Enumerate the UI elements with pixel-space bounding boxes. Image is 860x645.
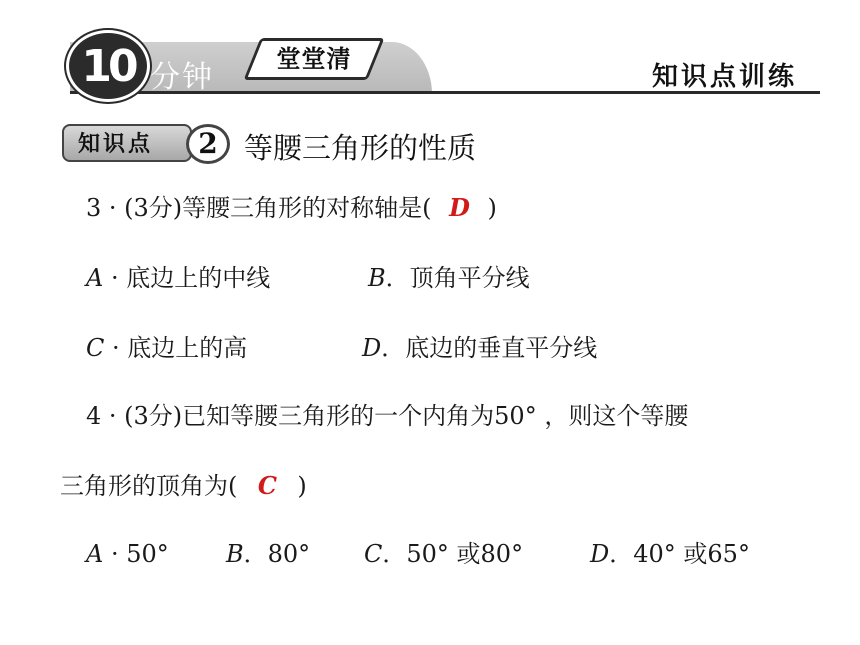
question-3-close: )	[487, 194, 497, 222]
question-3-option-c	[86, 333, 247, 363]
option-text: 底边的垂直平分线	[405, 334, 598, 362]
question-4-option-c	[364, 539, 523, 569]
option-letter: D	[362, 334, 382, 362]
option-letter: C	[86, 334, 105, 362]
option-sep: ．	[381, 334, 406, 362]
option-sep: ．	[609, 540, 634, 568]
question-4-close: )	[297, 472, 307, 500]
option-sep: ·	[104, 334, 128, 362]
question-4-text: 三角形的顶角为(	[60, 472, 238, 500]
knowledge-point-number: 2	[186, 124, 230, 164]
option-sep: ．	[243, 540, 268, 568]
option-sep: ·	[103, 540, 127, 568]
question-4-option-a	[86, 539, 169, 569]
question-3-stem	[86, 193, 497, 223]
question-3-option-b	[368, 263, 530, 293]
option-sep: ·	[103, 264, 127, 292]
option-sep: ．	[382, 540, 407, 568]
option-letter: A	[86, 264, 104, 292]
option-letter: C	[364, 540, 383, 568]
option-letter: A	[86, 540, 104, 568]
question-4-answer: C	[257, 471, 277, 500]
option-text: 50° 或80°	[406, 540, 524, 568]
question-4-option-b	[226, 539, 310, 569]
question-3-option-d	[362, 333, 597, 363]
question-4-option-d	[590, 539, 750, 569]
option-letter: B	[226, 540, 244, 568]
option-text: 顶角平分线	[409, 264, 530, 292]
option-text: 底边上的高	[127, 334, 248, 362]
question-3-answer: D	[449, 193, 470, 222]
question-3-option-a	[86, 263, 270, 293]
question-3-text: 3 · (3分)等腰三角形的对称轴是(	[86, 194, 432, 222]
minutes-badge: 10	[66, 30, 150, 102]
option-text: 40° 或65°	[633, 540, 750, 568]
option-text: 80°	[267, 540, 311, 568]
option-text: 50°	[126, 540, 169, 568]
question-4-stem-line-2	[60, 471, 307, 501]
option-sep: ．	[385, 264, 410, 292]
option-letter: D	[590, 540, 610, 568]
option-letter: B	[368, 264, 386, 292]
minutes-label: 分钟	[150, 60, 214, 95]
question-4-stem: 4 · (3分)已知等腰三角形的一个内角为50° ，则这个等腰	[86, 402, 689, 430]
page-title: 知识点训练	[652, 62, 798, 92]
section-title: 等腰三角形的性质	[244, 131, 477, 165]
tagline-text: 堂堂清	[276, 45, 352, 73]
knowledge-point-tag: 知识点	[62, 124, 192, 162]
tagline-badge	[244, 38, 385, 80]
option-text: 底边上的中线	[126, 264, 271, 292]
